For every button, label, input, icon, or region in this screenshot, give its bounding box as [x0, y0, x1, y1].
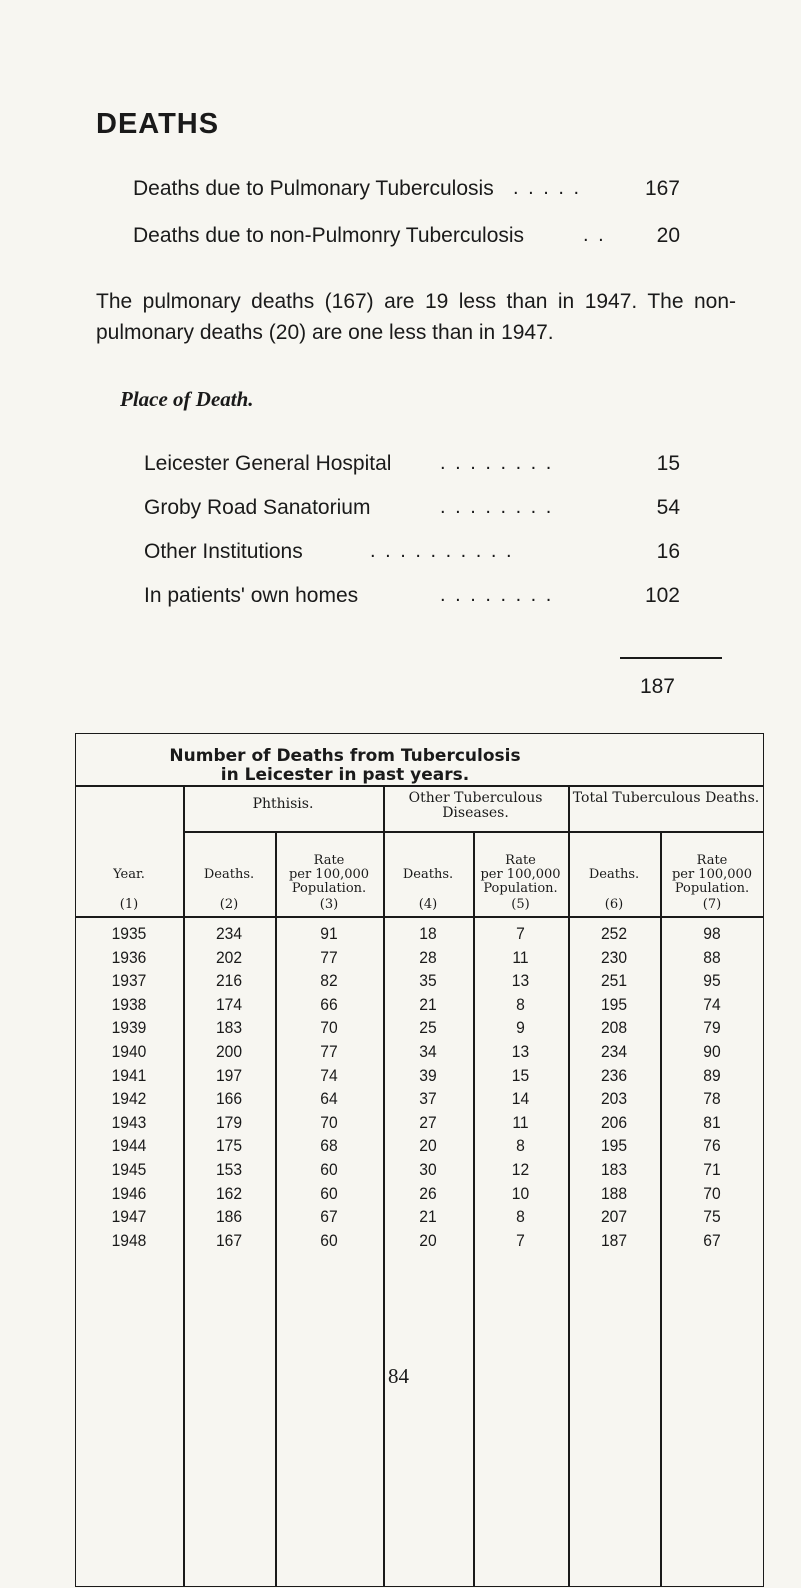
group-header-other: Other Tuberculous Diseases.: [408, 790, 543, 821]
table-cell: 11: [512, 947, 529, 967]
table-cell: 7: [516, 924, 525, 943]
table-row-year: 1940: [111, 1042, 147, 1061]
tuberculosis-deaths-table: [75, 733, 764, 1588]
total-rule: [620, 657, 722, 659]
rule: [660, 831, 662, 1587]
leader-dots: . . . . .: [513, 177, 582, 199]
table-cell: 78: [703, 1089, 721, 1109]
non-pulmonary-deaths-value: 20: [656, 224, 680, 247]
table-cell: 98: [703, 924, 721, 943]
table-cell: 153: [215, 1160, 243, 1179]
table-cell: 79: [703, 1018, 721, 1038]
col-header-deaths: Deaths.: [203, 867, 255, 882]
table-cell: 68: [320, 1136, 338, 1156]
table-cell: 91: [320, 924, 338, 943]
col-number: (3): [319, 897, 339, 912]
table-cell: 82: [320, 971, 338, 991]
rule: [275, 831, 277, 1587]
place-row-label: Other Institutions: [144, 540, 303, 563]
table-cell: 251: [600, 971, 628, 991]
leader-dots: . . . . . . . .: [440, 584, 554, 606]
table-cell: 88: [703, 947, 721, 967]
table-cell: 20: [419, 1230, 437, 1250]
table-cell: 30: [419, 1160, 437, 1179]
table-cell: 203: [600, 1089, 628, 1109]
table-row-year: 1936: [111, 947, 147, 967]
table-cell: 95: [703, 971, 721, 991]
table-cell: 230: [600, 947, 628, 967]
col-header-deaths: Deaths.: [402, 867, 454, 882]
table-cell: 207: [600, 1207, 628, 1227]
table-cell: 70: [703, 1183, 721, 1203]
table-cell: 167: [215, 1230, 243, 1250]
table-cell: 188: [600, 1183, 628, 1203]
place-row-value: 16: [656, 540, 680, 563]
table-cell: 60: [320, 1160, 338, 1179]
page-heading: DEATHS: [96, 108, 220, 140]
col-number: (1): [119, 897, 139, 912]
table-cell: 252: [600, 924, 628, 943]
table-cell: 206: [600, 1112, 628, 1132]
table-cell: 90: [703, 1042, 721, 1061]
table-cell: 183: [600, 1160, 628, 1179]
col-number: (6): [604, 897, 624, 912]
pulmonary-deaths-label: Deaths due to Pulmonary Tuberculosis: [133, 177, 494, 200]
table-cell: 70: [320, 1112, 338, 1132]
table-cell: 67: [320, 1207, 338, 1227]
table-cell: 81: [703, 1112, 721, 1132]
table-cell: 208: [600, 1018, 628, 1038]
table-cell: 15: [511, 1065, 530, 1085]
table-title-line-1: Number of Deaths from Tuberculosis: [169, 746, 521, 766]
place-row-label: In patients' own homes: [144, 584, 359, 607]
table-cell: 77: [320, 947, 338, 967]
table-cell: 67: [703, 1230, 721, 1250]
table-cell: 202: [215, 947, 243, 967]
table-cell: 66: [320, 994, 338, 1014]
col-number: (5): [511, 897, 530, 912]
table-cell: 10: [511, 1183, 530, 1203]
table-cell: 13: [511, 971, 530, 991]
col-header-rate: [473, 854, 568, 896]
table-cell: 60: [320, 1230, 338, 1250]
table-cell: 34: [419, 1042, 437, 1061]
table-row-year: 1941: [111, 1065, 147, 1085]
table-cell: 35: [419, 971, 437, 991]
table-cell: 14: [511, 1089, 530, 1109]
leader-dots: . . . . . . . .: [440, 452, 554, 474]
col-header-deaths: Deaths.: [588, 867, 640, 882]
rule: [75, 785, 764, 787]
rate-line: per 100,000: [288, 867, 370, 882]
table-cell: 71: [703, 1160, 721, 1179]
table-cell: 18: [419, 924, 437, 943]
col-header-rate: [660, 854, 764, 896]
table-row-year: 1937: [111, 971, 147, 991]
table-title: [75, 747, 615, 785]
rule: [183, 831, 383, 833]
rate-line: per 100,000: [671, 867, 753, 882]
table-row-year: 1939: [111, 1018, 147, 1038]
table-cell: 26: [419, 1183, 437, 1203]
table-cell: 186: [215, 1207, 243, 1227]
col-number: (4): [418, 897, 438, 912]
table-cell: 21: [419, 1207, 437, 1227]
table-cell: 25: [419, 1018, 437, 1038]
table-cell: 216: [215, 971, 243, 991]
table-cell: 200: [215, 1042, 243, 1061]
table-cell: 28: [419, 947, 437, 967]
table-cell: 8: [516, 1136, 525, 1156]
table-cell: 21: [419, 994, 437, 1014]
table-cell: 9: [516, 1018, 525, 1038]
table-cell: 12: [511, 1160, 530, 1179]
rate-line: Population.: [674, 881, 750, 896]
table-cell: 183: [215, 1018, 243, 1038]
rate-line: Rate: [505, 853, 536, 868]
table-cell: 75: [703, 1207, 721, 1227]
table-cell: 74: [320, 1065, 338, 1085]
table-cell: 166: [215, 1089, 243, 1109]
place-total-value: 187: [639, 675, 675, 698]
table-row-year: 1938: [111, 994, 147, 1014]
table-cell: 174: [215, 994, 243, 1014]
table-cell: 27: [419, 1112, 437, 1132]
col-number: (2): [219, 897, 239, 912]
table-cell: 179: [215, 1112, 243, 1132]
col-header-year: Year.: [113, 867, 145, 882]
table-row-year: 1948: [111, 1230, 147, 1250]
rule: [383, 831, 568, 833]
group-header-total: Total Tuberculous Deaths.: [572, 790, 760, 806]
place-row-value: 15: [656, 452, 680, 475]
rate-line: Rate: [313, 853, 345, 868]
leader-dots: . . . . . . . .: [440, 496, 554, 518]
table-cell: 175: [215, 1136, 243, 1156]
rate-line: Population.: [291, 881, 367, 896]
table-cell: 39: [419, 1065, 437, 1085]
rule: [568, 831, 764, 833]
table-cell: 13: [511, 1042, 530, 1061]
table-cell: 37: [419, 1089, 437, 1109]
table-cell: 187: [600, 1230, 628, 1250]
non-pulmonary-deaths-label: Deaths due to non-Pulmonry Tuberculosis: [133, 224, 525, 247]
place-row-label: Leicester General Hospital: [144, 452, 392, 475]
rate-line: Rate: [696, 853, 728, 868]
table-cell: 89: [703, 1065, 721, 1085]
table-cell: 234: [600, 1042, 628, 1061]
leader-dots: . .: [583, 224, 606, 246]
place-row-label: Groby Road Sanatorium: [144, 496, 371, 519]
rate-line: per 100,000: [480, 867, 561, 882]
table-cell: 195: [600, 1136, 628, 1156]
table-cell: 77: [320, 1042, 338, 1061]
table-cell: 70: [320, 1018, 338, 1038]
table-cell: 11: [512, 1112, 529, 1132]
table-cell: 8: [516, 994, 525, 1014]
group-header-phthisis: Phthisis.: [252, 796, 314, 812]
table-cell: 60: [320, 1183, 338, 1203]
page-number: 84: [388, 1364, 409, 1388]
table-cell: 7: [516, 1230, 525, 1250]
table-cell: 74: [703, 994, 721, 1014]
table-row-year: 1946: [111, 1183, 147, 1203]
place-row-value: 54: [656, 496, 680, 519]
table-cell: 234: [215, 924, 243, 943]
col-header-rate: [275, 854, 383, 896]
rule: [473, 831, 475, 1587]
col-number: (7): [702, 897, 722, 912]
table-row-year: 1935: [111, 924, 147, 943]
table-cell: 20: [419, 1136, 437, 1156]
place-row-value: 102: [644, 584, 680, 607]
table-cell: 197: [215, 1065, 243, 1085]
summary-paragraph: The pulmonary deaths (167) are 19 less than in 1947. The non-pulmonary deaths (20) are one less than in 1947.: [96, 290, 736, 344]
place-of-death-title: Place of Death.: [120, 387, 254, 411]
leader-dots: . . . . . . . . . .: [370, 540, 514, 562]
pulmonary-deaths-value: 167: [644, 177, 680, 200]
table-row-year: 1943: [111, 1112, 147, 1132]
table-cell: 195: [600, 994, 628, 1014]
table-cell: 64: [320, 1089, 338, 1109]
table-row-year: 1947: [111, 1207, 147, 1227]
table-row-year: 1944: [111, 1136, 147, 1156]
table-cell: 76: [703, 1136, 721, 1156]
table-cell: 236: [600, 1065, 628, 1085]
table-row-year: 1945: [111, 1160, 147, 1179]
rate-line: Population.: [483, 881, 558, 896]
table-cell: 8: [516, 1207, 525, 1227]
table-row-year: 1942: [111, 1089, 147, 1109]
table-title-line-2: in Leicester in past years.: [220, 765, 470, 785]
table-cell: 162: [215, 1183, 243, 1203]
